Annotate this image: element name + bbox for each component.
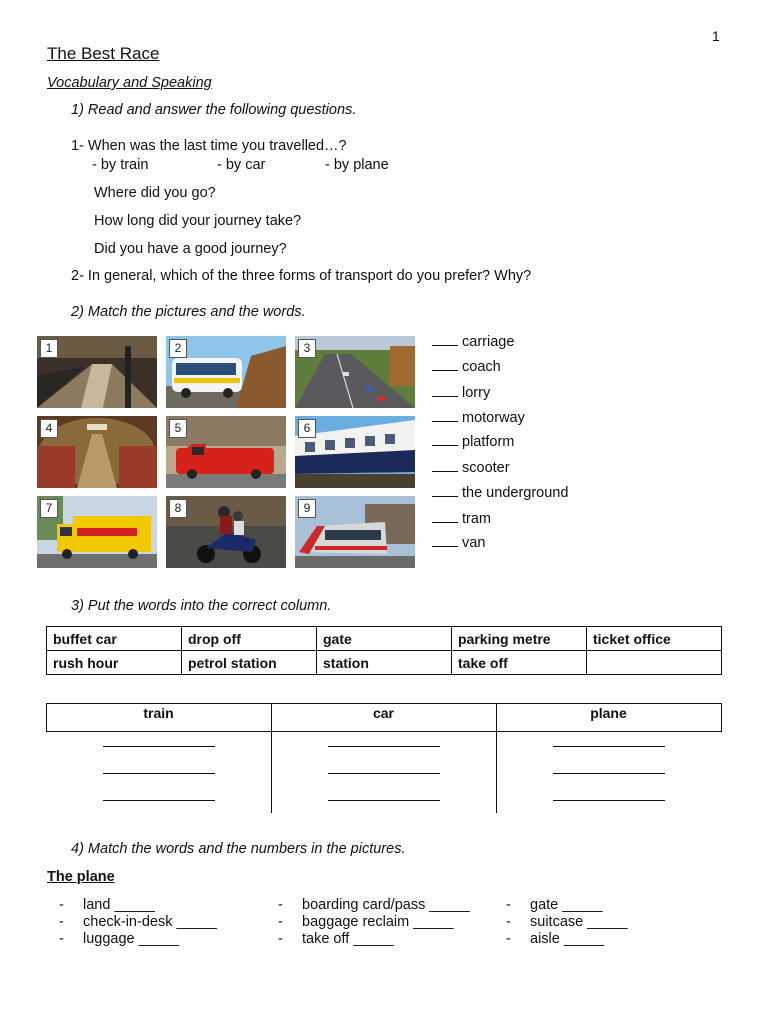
ex1-option-plane: - by plane [325,157,389,173]
vocab-item: - aisle _____ [506,931,605,947]
ex1-subquestion: How long did your journey take? [94,213,302,229]
vocab-item: - take off _____ [278,931,394,947]
red-van-photo [166,416,286,488]
picture-number: 5 [169,419,187,438]
vocab-item: - suitcase _____ [506,914,628,930]
word-box-cell: buffet car [47,627,182,651]
answer-line [103,800,215,801]
picture-number: 8 [169,499,187,518]
ex1-subquestion: Did you have a good journey? [94,241,287,257]
answer-line [103,746,215,747]
ex4-instruction: 4) Match the words and the numbers in the pictures. [71,841,406,857]
match-word-item: carriage [432,333,514,350]
answer-line [103,773,215,774]
picture-number: 9 [298,499,316,518]
word-box-cell: take off [452,651,587,675]
word-box-cell: parking metre [452,627,587,651]
column-divider [496,703,497,813]
answer-line [553,800,665,801]
vocab-item: - check-in-desk _____ [59,914,217,930]
word-box-table [46,626,722,675]
column-header-plane: plane [590,705,627,721]
train-carriage-photo [295,416,415,488]
word-box-cell: station [317,651,452,675]
vocab-item: - land _____ [59,897,155,913]
column-header-train: train [143,705,174,721]
ex1-option-car: - by car [217,157,266,173]
answer-line [328,800,440,801]
word-box-cell: drop off [182,627,317,651]
ex1-option-train: - by train [92,157,149,173]
answer-line [328,773,440,774]
vocab-item: - baggage reclaim _____ [278,914,454,930]
picture-number: 2 [169,339,187,358]
picture-number: 1 [40,339,58,358]
match-word-item: coach [432,358,501,375]
word-box-cell: rush hour [47,651,182,675]
page-title: The Best Race [47,44,160,63]
picture-number: 7 [40,499,58,518]
column-header-car: car [372,705,395,721]
word-box-cell: gate [317,627,452,651]
picture-number: 3 [298,339,316,358]
tram-photo [295,496,415,568]
word-box-row [47,627,722,651]
ex1-question-1: 1- When was the last time you travelled…? [71,138,347,154]
column-divider [271,703,272,813]
match-word-item: lorry [432,384,490,401]
word-box-row [47,651,722,675]
match-word-item: the underground [432,484,568,501]
match-word-item: tram [432,510,491,527]
section-subtitle: Vocabulary and Speaking [47,75,212,91]
ex3-instruction: 3) Put the words into the correct column. [71,598,332,614]
answer-line [553,746,665,747]
vocab-item: - luggage _____ [59,931,179,947]
underground-carriage-photo [37,416,157,488]
match-word-item: van [432,534,485,551]
ex1-instruction: 1) Read and answer the following questions. [71,102,357,118]
station-platform-photo [37,336,157,408]
picture-number: 4 [40,419,58,438]
coach-bus-photo [166,336,286,408]
ex1-question-2: 2- In general, which of the three forms of transport do you prefer? Why? [71,268,532,284]
section-heading-plane: The plane [47,869,115,885]
word-box-cell [587,651,722,675]
motorway-photo [295,336,415,408]
match-word-item: scooter [432,459,510,476]
transport-columns-table [46,703,722,813]
word-box-cell: ticket office [587,627,722,651]
ex2-instruction: 2) Match the pictures and the words. [71,304,306,320]
ex1-subquestion: Where did you go? [94,185,216,201]
vocab-item: - boarding card/pass _____ [278,897,470,913]
match-word-item: motorway [432,409,525,426]
picture-number: 6 [298,419,316,438]
lorry-photo [37,496,157,568]
answer-line [553,773,665,774]
answer-line [328,746,440,747]
word-box-cell: petrol station [182,651,317,675]
match-word-item: platform [432,433,514,450]
vocab-item: - gate _____ [506,897,603,913]
page-number: 1 [712,28,720,44]
scooter-photo [166,496,286,568]
